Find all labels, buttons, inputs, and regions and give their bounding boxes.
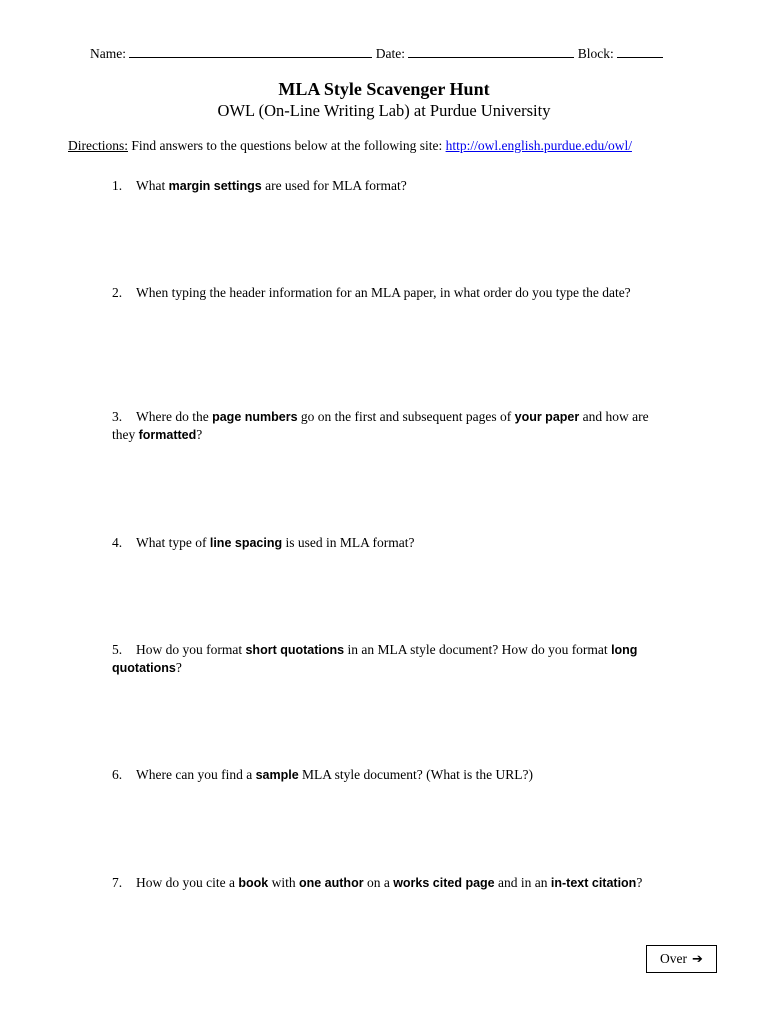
question-1: [112, 177, 672, 195]
question-keyword: line spacing: [209, 536, 283, 550]
question-text: is used in MLA format?: [282, 535, 415, 550]
question-keyword: page numbers: [212, 410, 298, 424]
question-text: When typing the header information for an MLA paper, in what order do you type the date?: [136, 285, 631, 300]
question-text: What: [136, 178, 169, 193]
question-text: ?: [175, 660, 182, 675]
question-text: on a: [363, 875, 394, 890]
question-keyword: margin settings: [168, 179, 262, 193]
question-number: 4.: [112, 535, 123, 550]
question-keyword: sample: [255, 768, 299, 782]
question-text: in an MLA style document? How do you format: [344, 642, 612, 657]
question-text: with: [268, 875, 299, 890]
question-keyword: book: [238, 876, 269, 890]
question-2: [112, 284, 672, 302]
name-label: Name:: [90, 46, 126, 61]
right-arrow-icon: ➔: [692, 951, 703, 967]
owl-link[interactable]: http://owl.english.purdue.edu/owl/: [445, 138, 632, 153]
question-text: How do you cite a: [136, 875, 239, 890]
question-number: 2.: [112, 285, 123, 300]
question-keyword: one author: [298, 876, 364, 890]
question-text: are used for MLA format?: [261, 178, 407, 193]
block-label: Block:: [577, 46, 614, 61]
date-blank[interactable]: [408, 45, 574, 58]
question-5: [112, 641, 672, 677]
block-blank[interactable]: [617, 45, 663, 58]
page-title: MLA Style Scavenger Hunt: [278, 79, 490, 99]
question-3: [112, 408, 672, 444]
page-subtitle: OWL (On-Line Writing Lab) at Purdue University: [217, 101, 551, 120]
question-text: MLA style document? (What is the URL?): [298, 767, 533, 782]
student-info-line: [90, 45, 663, 62]
question-7: [112, 874, 672, 892]
question-keyword: your paper: [514, 410, 580, 424]
question-keyword: in-text citation: [550, 876, 637, 890]
over-label: Over: [660, 951, 688, 966]
question-text: go on the first and subsequent pages of: [297, 409, 515, 424]
question-text: and in an: [494, 875, 551, 890]
question-text: ?: [636, 875, 643, 890]
question-text: ?: [196, 427, 203, 442]
question-number: 6.: [112, 767, 123, 782]
question-text: How do you format: [136, 642, 246, 657]
directions: [68, 138, 632, 154]
question-number: 5.: [112, 642, 123, 657]
question-text: Where can you find a: [136, 767, 256, 782]
directions-text: Find answers to the questions below at the following site:: [128, 138, 446, 153]
question-text: and how are they: [112, 409, 649, 442]
over-indicator: [646, 945, 717, 973]
question-number: 3.: [112, 409, 123, 424]
directions-label: Directions:: [68, 138, 128, 153]
question-keyword: short quotations: [245, 643, 345, 657]
question-keyword: long quotations: [112, 643, 638, 675]
question-6: [112, 766, 672, 784]
question-text: Where do the: [136, 409, 213, 424]
date-label: Date:: [375, 46, 405, 61]
question-number: 1.: [112, 178, 123, 193]
question-keyword: works cited page: [393, 876, 495, 890]
name-blank[interactable]: [129, 45, 372, 58]
question-number: 7.: [112, 875, 123, 890]
question-keyword: formatted: [138, 428, 197, 442]
question-4: [112, 534, 672, 552]
question-text: What type of: [136, 535, 210, 550]
